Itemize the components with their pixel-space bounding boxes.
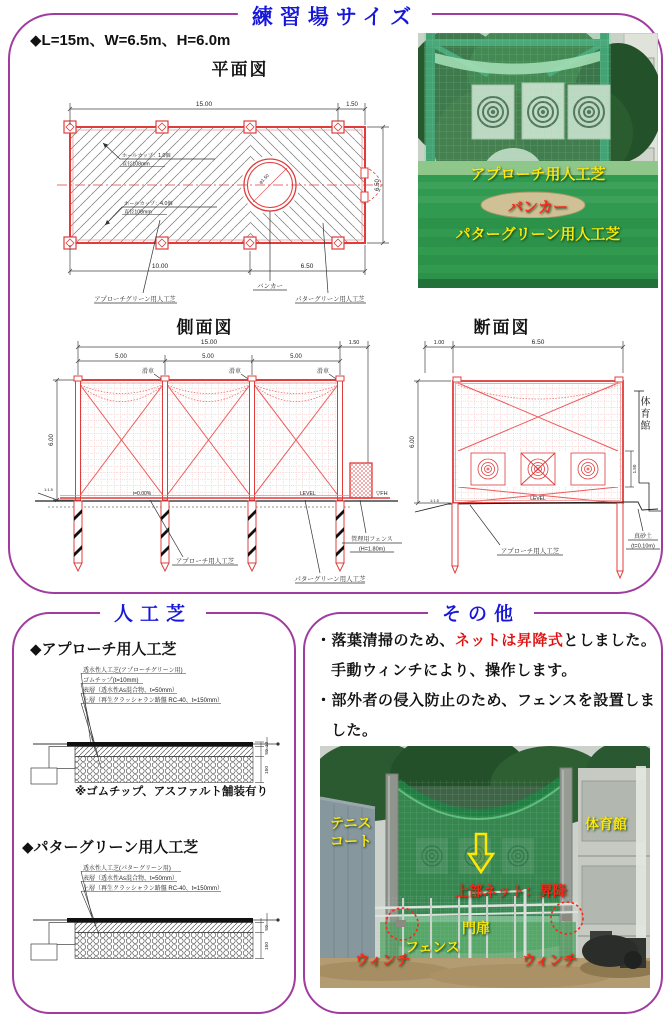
photo-bottom-tennis-label bbox=[330, 814, 372, 850]
turf-putter-drawing bbox=[15, 860, 290, 1005]
turf2-layer0: 透水性人工芝(パターグリーン用) bbox=[83, 866, 171, 872]
turf2-dim1: 150 bbox=[265, 941, 270, 951]
section-title: 断面図 bbox=[473, 318, 531, 337]
others-text bbox=[316, 626, 656, 746]
bullet1-post: としました。 bbox=[563, 632, 657, 649]
photo-bottom-gym-label: 体育館 bbox=[585, 816, 627, 832]
plan-label-approach: アプローチグリーン用人工芝 bbox=[94, 296, 176, 303]
section-targets bbox=[471, 453, 605, 485]
plan-label-bunker: バンカー bbox=[257, 283, 283, 290]
side-dim-total: 15.00 bbox=[200, 339, 218, 346]
pulley2-label: 滑車 bbox=[228, 369, 242, 375]
photo-net-fence bbox=[320, 746, 650, 988]
section-dim-top: 6.50 bbox=[531, 339, 545, 346]
side-slope: i=0.00% bbox=[133, 491, 152, 497]
ann2-line1: ホールカップ：4.0個 bbox=[124, 201, 173, 207]
others-title: その他 bbox=[428, 599, 534, 626]
tennis-line1: テニス bbox=[330, 815, 372, 831]
side-label-putter: パターグリーン用人工芝 bbox=[294, 576, 366, 583]
turf1-layer1: ゴムチップ(t=10mm) bbox=[83, 678, 139, 684]
side-dim-height: 6.00 bbox=[49, 434, 55, 446]
turf2-layer1: 表層（透水性As混合物、t=50mm） bbox=[83, 876, 178, 882]
turf1-dim1: 50 bbox=[265, 749, 270, 755]
photo-bottom-fence-label: フェンス bbox=[405, 939, 460, 955]
side-title: 側面図 bbox=[176, 318, 234, 337]
turf1-dim0: 10 bbox=[265, 741, 270, 748]
turf-approach-heading: ◆アプローチ用人工芝 bbox=[30, 641, 177, 658]
pulley1-label: 滑車 bbox=[141, 369, 155, 375]
photo-top-putter-label: パターグリーン用人工芝 bbox=[455, 226, 621, 243]
side-slope-ratio: 1:1.5 bbox=[44, 487, 53, 492]
turf1-stack bbox=[31, 737, 280, 784]
turf-note: ※ゴムチップ、アスファルト舗装有り bbox=[75, 786, 268, 798]
photo-bottom-winch-right-label: ウィンチ bbox=[522, 952, 578, 968]
plan-dim-bottom-left: 10.00 bbox=[151, 263, 169, 270]
plan-dim-top: 15.00 bbox=[195, 101, 213, 108]
side-label-approach: アプローチ用人工芝 bbox=[175, 558, 235, 565]
ann2-line2: 直径108mm bbox=[124, 209, 152, 216]
section-label-gym: 体育館 bbox=[638, 396, 649, 432]
section-label-soil2: (t=0.10m) bbox=[631, 543, 655, 550]
bullet2-line1: ・部外者の侵入防止のため、フェンスを設置しま bbox=[316, 692, 656, 709]
ann1-line2: 直径108mm bbox=[122, 161, 150, 168]
plan-title: 平面図 bbox=[211, 60, 269, 79]
size-note: ◆L=15m、W=6.5m、H=6.0m bbox=[30, 32, 231, 49]
bullet1-red: ネットは昇降式 bbox=[454, 632, 564, 649]
section-label-approach: アプローチ用人工芝 bbox=[500, 548, 560, 555]
side-dim-span2: 5.00 bbox=[202, 354, 214, 360]
turf-title: 人工芝 bbox=[100, 599, 206, 626]
side-dim-right: 1.50 bbox=[348, 340, 360, 346]
section-dim-height: 6.00 bbox=[410, 436, 416, 448]
plan-dim-right: 6.50 bbox=[375, 179, 381, 191]
photo-top-approach-label: アプローチ用人工芝 bbox=[470, 166, 606, 183]
bullet1-pre: ・落葉清掃のため、 bbox=[316, 632, 455, 649]
turf-putter-heading: ◆パターグリーン用人工芝 bbox=[22, 839, 199, 856]
turf2-dims bbox=[255, 918, 264, 959]
section-piles bbox=[452, 503, 623, 578]
turf-approach-drawing bbox=[15, 660, 290, 785]
photo-bottom-uppernet-label: 上部ネット：昇降 bbox=[455, 883, 567, 899]
section-level: LEVEL bbox=[530, 496, 546, 502]
side-drawing bbox=[20, 333, 410, 588]
page-title: 練習場サイズ bbox=[238, 1, 432, 31]
turf1-dims bbox=[255, 742, 264, 783]
turf1-dim2: 150 bbox=[265, 765, 270, 775]
bullet2-line2: した。 bbox=[331, 722, 378, 739]
section-dim-band: 1.50 bbox=[632, 464, 637, 474]
turf2-layer2: 上層（再生クラッシャラン路盤 RC-40、t=150mm） bbox=[83, 886, 223, 892]
bullet1-line2: 手動ウィンチにより、操作します。 bbox=[331, 662, 577, 679]
side-label-fence1: 管理用フェンス bbox=[351, 537, 393, 543]
turf2-dim0: 50 bbox=[265, 925, 270, 931]
section-label-soil1: 真砂土 bbox=[633, 534, 653, 540]
plan-dim-bottom-right: 6.50 bbox=[300, 263, 314, 270]
section-slope-ratio: 1:1.5 bbox=[430, 498, 439, 503]
photo-top-bunker-label: バンカー bbox=[507, 199, 568, 216]
side-fh: ▽FH bbox=[376, 491, 388, 497]
photo-bottom-winch-left-label: ウィンチ bbox=[355, 952, 411, 968]
plan-drawing bbox=[25, 85, 415, 310]
turf2-stack bbox=[31, 913, 280, 960]
section-dim-left: 1.00 bbox=[433, 340, 445, 346]
plan-label-putter: パターグリーン用人工芝 bbox=[295, 296, 365, 303]
side-label-fence2: (H=1.80m) bbox=[358, 546, 386, 553]
turf1-layer2: 表層（透水性As混合物、t=50mm） bbox=[83, 688, 178, 694]
photo-top-art bbox=[418, 33, 658, 288]
tennis-line2: コート bbox=[330, 833, 372, 849]
section-drawing bbox=[400, 333, 668, 588]
turf1-layer0: 透水性人工芝(アプローチグリーン用) bbox=[83, 668, 183, 674]
bunker-diameter-dim: φ1.50 bbox=[258, 173, 270, 185]
pulley3-label: 滑車 bbox=[316, 369, 330, 375]
plan-dim-top-right: 1.50 bbox=[346, 102, 358, 108]
photo-practice-range bbox=[418, 33, 658, 288]
ann1-line1: ホールカップ：1.0個 bbox=[122, 153, 171, 159]
side-dim-span1: 5.00 bbox=[115, 354, 127, 360]
turf1-layer3: 上層（再生クラッシャラン路盤 RC-40、t=150mm） bbox=[83, 698, 223, 704]
side-level: LEVEL bbox=[300, 491, 316, 497]
side-dim-span3: 5.00 bbox=[290, 354, 302, 360]
bullet1-line1 bbox=[316, 626, 656, 656]
photo-bottom-gate-label: 門扉 bbox=[462, 920, 490, 936]
